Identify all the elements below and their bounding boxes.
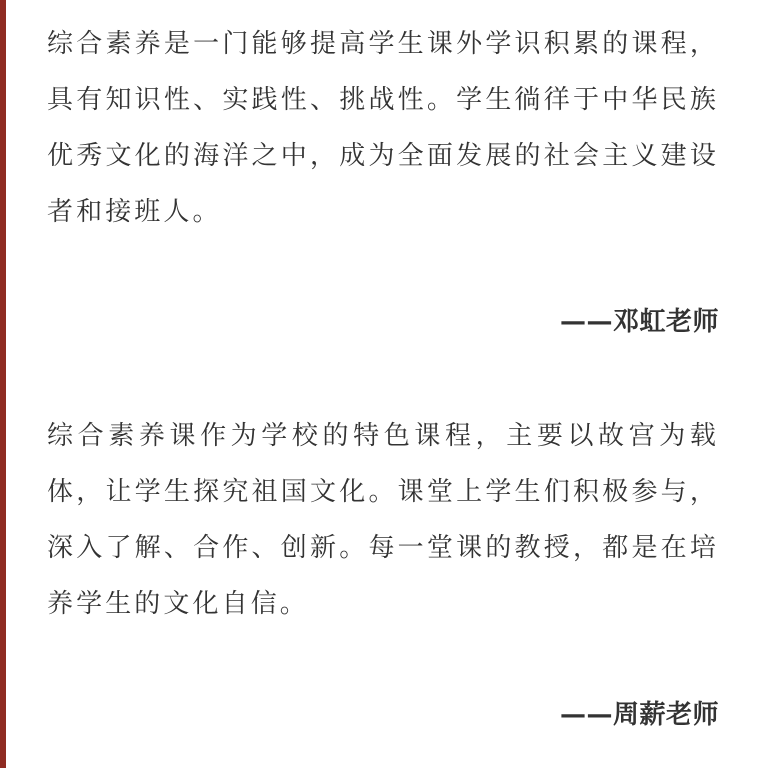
- quote-attribution-2: ——周薪老师: [559, 700, 719, 730]
- quote-paragraph-2: 综合素养课作为学校的特色课程，主要以故宫为载体，让学生探究祖国文化。课堂上学生们积极参与，深入了解、合作、创新。每一堂课的教授，都是在培养学生的文化自信。: [47, 421, 719, 619]
- quote-paragraph-1: 综合素养是一门能够提高学生课外学识积累的课程，具有知识性、实践性、挑战性。学生徜徉于中华民族优秀文化的海洋之中，成为全面发展的社会主义建设者和接班人。: [47, 29, 719, 227]
- left-accent-bar: [0, 0, 6, 768]
- quote-attribution-1: ——邓虹老师: [559, 307, 719, 337]
